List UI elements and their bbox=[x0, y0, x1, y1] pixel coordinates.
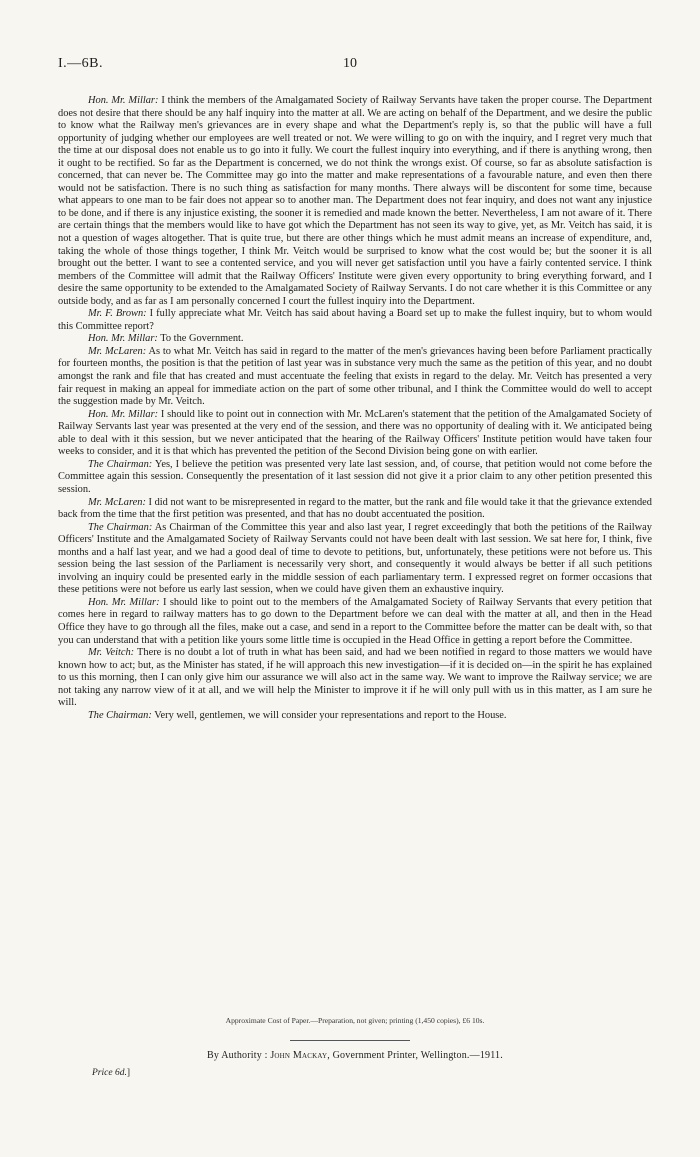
paragraph bbox=[58, 597, 652, 647]
minutes-body bbox=[58, 95, 652, 722]
paragraph bbox=[58, 647, 652, 710]
speaker-name: Mr. F. Brown: bbox=[88, 308, 147, 320]
authority-prefix: By Authority : bbox=[207, 1050, 271, 1061]
speaker-name: The Chairman: bbox=[88, 458, 153, 470]
printer-imprint bbox=[58, 1050, 652, 1061]
speaker-name: Hon. Mr. Millar: bbox=[88, 333, 158, 345]
speech-text: I think the members of the Amalgamated Society of Railway Servants have taken the proper course. The Department does not desire that there should be any half inquiry into the matter at all. We are acting on behalf of the Department, and we desire the public to know what the Railway men's grievances are in every shape and what the Department's reply is, so that the public will have a full opportunity of judging whether our employees are well treated or not. We were willing to go on with the inquiry, and I regret very much that the time at our disposal does not enable us to go into it fully. We court the fullest inquiry into everything, and if there is anything wrong, then it ought to be rectified. So far as the Department is concerned, we do not think the wrongs exist. Of course, so far as absolute satisfaction is concerned, that can never be. The Committee may go into the matter and make representations of a favourable nature, and even then there would not be satisfaction. There is no such thing as satisfaction for many months. There always will be discontent for some time, because what appears to one man to be fair does not appear so to another man. The Department does not fear inquiry, and does not want any injustice to be done, and if there is any injustice existing, the sooner it is remedied and made known the better. Nevertheless, I am not aware of it. There are certain things that the members would like to have got which the Department has not seen its way to give, yet, as Mr. Veitch has said, it is not a question of wages altogether. That is quite true, but there are other things which he must admit means an increase of expenditure, and, taking the whole of those things together, I think Mr. Veitch would be surprised to know what the cost would be; but the sooner it is all brought out the better. I want to see a contented service, and you will never get satisfaction until you have a fairly contented service. I think members of the Committee will admit that the Railway Officers' Institute were given every opportunity to bring everything forward, and I desire the same opportunity to be extended to the Amalgamated Society of Railway Servants. I do not care whether it is this Committee or any outside body, and as far as I am personally concerned I court the fullest inquiry into the Department. bbox=[58, 95, 652, 307]
paragraph bbox=[58, 346, 652, 409]
page-header bbox=[58, 56, 642, 76]
paragraph bbox=[58, 95, 652, 308]
speaker-name: Mr. Veitch: bbox=[88, 647, 135, 659]
paragraph bbox=[58, 459, 652, 497]
footer-divider bbox=[290, 1040, 410, 1041]
speaker-name: Mr. McLaren: bbox=[88, 345, 147, 357]
speech-text: I should like to point out in connection with Mr. McLaren's statement that the petition of the Amalgamated Society of Railway Servants last year was presented at the very end of the session, and there was no opportunity of dealing with it. We anticipated being able to deal with it this session, but we never anticipated that the hearing of the Railway Officers' Institute petition would have taken four weeks to consider, and it is that which has prevented the petition of the Second Division being gone on with earlier. bbox=[58, 408, 652, 458]
speaker-name: Hon. Mr. Millar: bbox=[88, 596, 160, 608]
speech-text: Very well, gentlemen, we will consider your representations and report to the House. bbox=[151, 709, 507, 721]
paragraph bbox=[58, 333, 652, 346]
speech-text: I should like to point out to the members of the Amalgamated Society of Railway Servants that every petition that comes here in regard to railway matters has to go down to the Department before we can deal with the matter at all, and then in the Head Office they have to go through all the files, make out a case, and send in a report to the Committee before the matter can be dealt with, so that you can understand that with a petition like yours some little time is occupied in the Head Office in getting a report before the Committee. bbox=[58, 596, 652, 646]
speech-text: I did not want to be misrepresented in regard to the matter, but the rank and file would take it that the grievance extended back from the time that the first petition was presented, and that has no doubt accentuated the position. bbox=[58, 496, 652, 521]
paragraph bbox=[58, 710, 652, 723]
paragraph bbox=[58, 308, 652, 333]
price-bracket: ] bbox=[126, 1068, 130, 1078]
paper-reference: I.—6B. bbox=[58, 56, 103, 71]
cost-note: Approximate Cost of Paper.—Preparation, not given; printing (1,450 copies), £6 10s. bbox=[225, 1016, 485, 1025]
paragraph bbox=[58, 522, 652, 597]
speech-text: There is no doubt a lot of truth in what has been said, and had we been notified in regard to those matters we would have known how to act; but, as the Minister has stated, if he will approach this new investigation—if it is decided on—in the spirit he has explained to us this morning, then I can only give him our assurance we will also act in the same way. We want to improve the Railway service; we are not taking any narrow view of it at all, and we will help the Minister to improve it if he will only pull with us in this matter, as I am sure he will. bbox=[58, 647, 652, 709]
speech-text: As Chairman of the Committee this year and also last year, I regret exceedingly that both the petitions of the Railway Officers' Institute and the Amalgamated Society of Railway Servants could not have been dealt with last session. We sat here for, I think, five months and a half last year, and we had a good deal of time to devote to petitions, but, unfortunately, these petitions were not before us. This session being the last session of the Parliament is necessarily very short, and consequently it would always be better if all such petitions involving an inquiry could be presented early in the middle session of each parliamentary term. I expressed regret on former occasions that these petitions were not before us early last session, when we could have given them an exhaustive inquiry. bbox=[58, 521, 652, 596]
speaker-name: The Chairman: bbox=[88, 709, 152, 721]
price-note bbox=[92, 1068, 130, 1078]
speaker-name: The Chairman: bbox=[88, 521, 153, 533]
speaker-name: Hon. Mr. Millar: bbox=[88, 408, 159, 420]
speech-text: Yes, I believe the petition was presented very late last session, and, of course, that petition would not come before the Committee again this session. Consequently the presentation of it last session did not give it a prior claim to any other petition presented this session. bbox=[58, 458, 652, 495]
printer-name: John Mackay bbox=[270, 1050, 328, 1061]
paragraph bbox=[58, 409, 652, 459]
speech-text: To the Government. bbox=[157, 333, 244, 345]
page-number: 10 bbox=[343, 56, 357, 71]
speaker-name: Mr. McLaren: bbox=[88, 496, 146, 508]
speaker-name: Hon. Mr. Millar: bbox=[88, 95, 159, 106]
speech-text: As to what Mr. Veitch has said in regard to the matter of the men's grievances having been before Parliament practically for fourteen months, the position is that the petition of last year was in substance very much the same as the petition of this year, and no doubt amongst the rank and file that has created and must accentuate the feeling that exists in regard to the delay. Mr. Veitch has presented a very fair request in making an appeal for immediate action on the part of some other tribunal, and I think the Committee would do well to accept the suggestion made by Mr. Veitch. bbox=[58, 345, 652, 408]
paragraph bbox=[58, 497, 652, 522]
speech-text: I fully appreciate what Mr. Veitch has said about having a Board set up to make the fullest inquiry, but to whom would this Committee report? bbox=[58, 308, 652, 332]
authority-suffix: , Government Printer, Wellington.—1911. bbox=[327, 1050, 503, 1061]
price-label: Price 6d. bbox=[92, 1068, 127, 1078]
